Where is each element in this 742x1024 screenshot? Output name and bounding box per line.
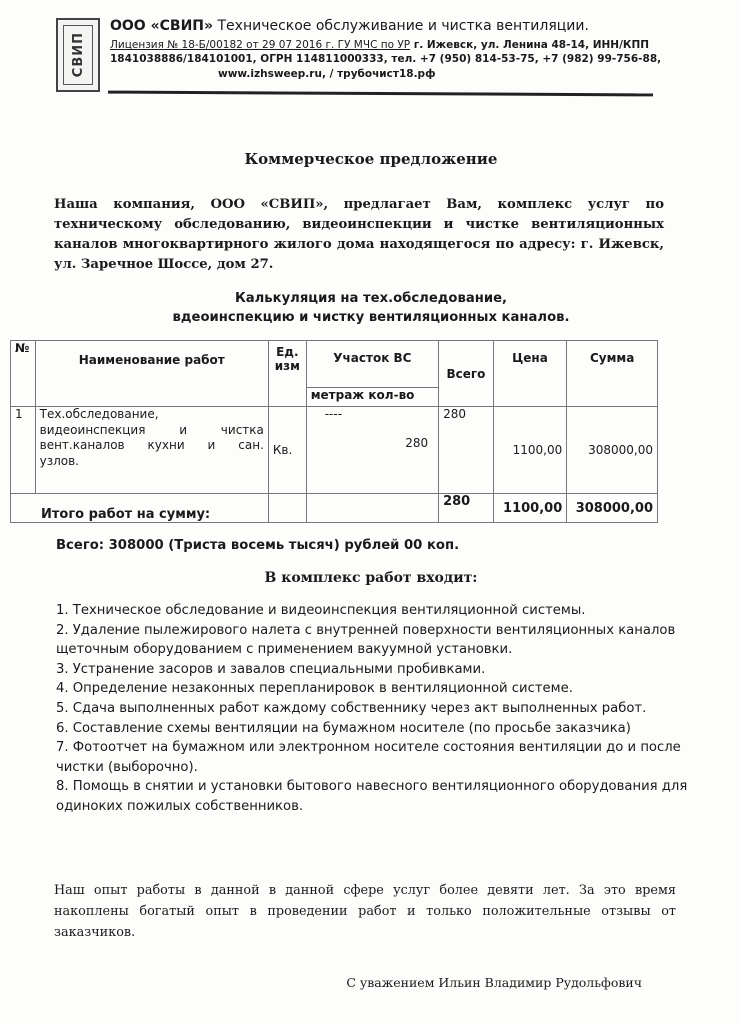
list-item: 1. Техническое обследование и видеоинспекция вентиляционной системы. [56,603,586,618]
header-company-line [110,18,710,36]
row-work-name [35,407,268,494]
total-total: 280 [439,494,494,523]
row-work-name-main: Тех.обследование, видеоинспекция и чистка вент.каналов кухни и сан. [39,407,264,452]
calculation-title-line-1: Калькуляция на тех.обследование, [234,291,508,306]
list-item: 3. Устранение засоров и завалов специальными пробивками. [56,661,486,677]
total-unit-empty [268,494,306,523]
header-no: № [11,341,36,407]
header-total: Всего [439,341,494,407]
intro-paragraph: Наша компания, ООО «СВИП», предлагает Вам, комплекс услуг по техническому обследованию, видеоинспекции и чистке вентиляционных каналов многоквартирного жилого дома находящегося по адресу: г. Ижевск, ул. Заречное Шоссе, дом 27. [54,197,664,272]
company-description: Техническое обслуживание и чистка вентиляции. [213,18,589,34]
table-total-row [11,494,658,523]
header-price: Цена [493,341,567,407]
address-text: г. Ижевск, ул. Ленина 48-14, ИНН/КПП [410,39,650,51]
signature: С уважением Ильин Владимир Рудольфович [346,975,642,990]
header-name: Наименование работ [35,341,268,407]
company-logo [56,18,100,92]
list-item: 6. Составление схемы вентиляции на бумажном носителе (по просьбе заказчика) [56,720,631,736]
row-area-qty: 280 [405,436,429,450]
calculation-title [0,289,742,327]
row-no: 1 [11,407,36,494]
row-sum: 308000,00 [567,407,658,494]
row-price: 1100,00 [493,407,567,494]
table-row [11,407,658,494]
total-area-empty [306,494,438,523]
grand-total: Всего: 308000 (Триста восемь тысяч) рублей 00 коп. [56,538,460,553]
logo-text: СВИП [70,32,86,78]
includes-title: В комплекс работ входит: [264,570,478,586]
table-header-row [11,341,658,388]
calculation-title-line-2: вдеоинспекцию и чистку вентиляционных каналов. [172,310,570,325]
total-price: 1100,00 [493,494,567,523]
header-requisites-line: 1841038886/184101001, ОГРН 114811000333, тел. +7 (950) 814-53-75, +7 (982) 99-756-88, [110,53,662,65]
list-item: 8. Помощь в снятии и установки бытового навесного вентиляционного оборудования для одиноких пожилых собственников. [56,779,688,814]
header-websites-line: www.izhsweep.ru, / трубочист18.рф [218,68,436,80]
row-area [306,407,438,494]
license-text: Лицензия № 18-Б/00182 от 29 07 2016 г. ГУ МЧС по УР [110,39,411,51]
list-item: 5. Сдача выполненных работ каждому собственнику через акт выполненных работ. [56,700,647,716]
includes-list [56,601,696,817]
document-title: Коммерческое предложение [244,150,498,168]
header-license-line [110,39,710,52]
company-name: ООО «СВИП» [110,18,214,34]
calculation-table [10,340,658,523]
closing-paragraph: Наш опыт работы в данной в данной сфере услуг более девяти лет. За это время накоплены богатый опыт в проведении работ и только положительные отзывы от заказчиков. [54,883,676,940]
row-total: 280 [439,407,494,494]
list-item: 4. Определение незаконных перепланировок в вентиляционной системе. [56,681,573,697]
header-area-sub: метраж кол-во [306,388,438,407]
row-area-meters: ---- [324,407,343,421]
total-label: Итого работ на сумму: [11,494,269,523]
header-unit: Ед. изм [268,341,306,407]
header-sum: Сумма [567,341,658,407]
list-item: 7. Фотоотчет на бумажном или электронном носителе состояния вентиляции до и после чистки (выборочно). [56,740,681,775]
total-sum: 308000,00 [567,494,658,523]
header-divider [108,91,653,97]
header-area: Участок ВС [306,341,438,388]
list-item: 2. Удаление пылежирового налета с внутренней поверхности вентиляционных каналов щеточным оборудованием с применением вакуумной установки. [56,622,676,658]
row-unit: Кв. [268,407,306,494]
row-work-name-last: узлов. [39,453,80,468]
